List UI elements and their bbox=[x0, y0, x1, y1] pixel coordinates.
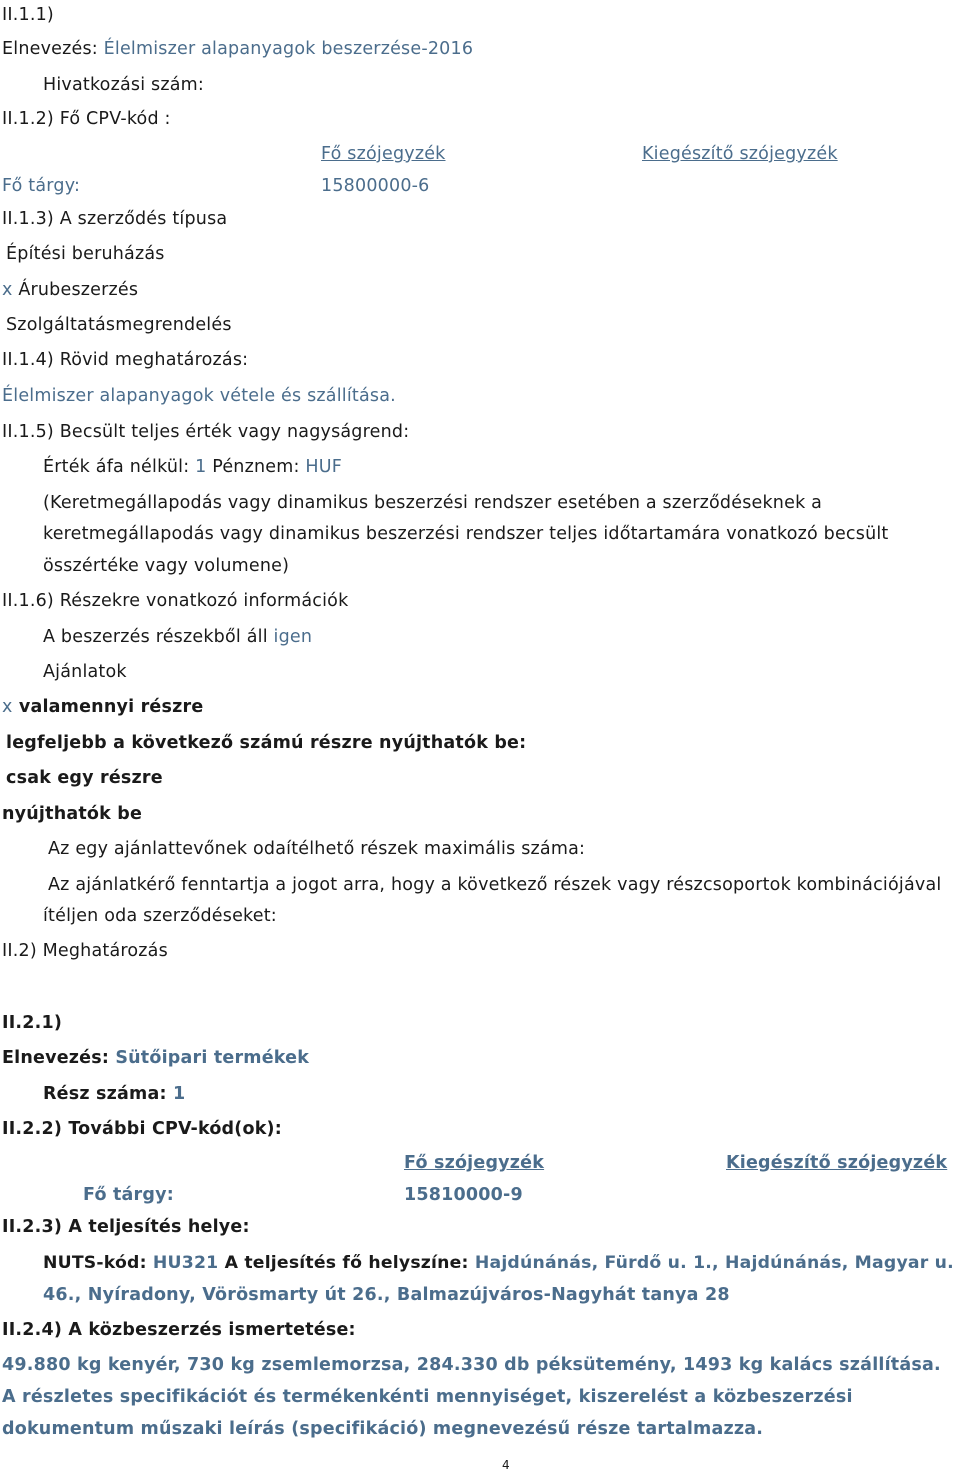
all-lots-row bbox=[2, 696, 203, 718]
nuts-label: NUTS-kód: bbox=[43, 1253, 147, 1273]
main-subject-label: Fő tárgy: bbox=[2, 176, 81, 196]
short-description-value: Élelmiszer alapanyagok vétele és szállítása. bbox=[2, 386, 396, 406]
short-description-heading: II.1.4) Rövid meghatározás: bbox=[2, 350, 249, 370]
contract-type-supplies bbox=[2, 279, 138, 301]
all-lots-label: valamennyi részre bbox=[18, 697, 204, 717]
submit-label: nyújthatók be bbox=[2, 804, 143, 824]
contract-type-services: Szolgáltatásmegrendelés bbox=[6, 315, 232, 335]
main-subject-code: 15800000-6 bbox=[321, 176, 430, 196]
supplies-label: Árubeszerzés bbox=[18, 280, 139, 300]
currency-label: Pénznem: bbox=[212, 457, 300, 477]
reserve-line-1: Az ajánlatkérő fenntartja a jogot arra, hogy a következő részek vagy részcsoportok kombinációjával bbox=[48, 875, 942, 895]
section-heading-II-1-1: II.1.1) bbox=[2, 5, 54, 25]
max-award-label: Az egy ajánlattevőnek odaítélhető részek maximális száma: bbox=[48, 839, 586, 859]
max-lots-label: legfeljebb a következő számú részre nyújthatók be: bbox=[6, 733, 527, 753]
supplementary-vocabulary-header: Kiegészítő szójegyzék bbox=[726, 1153, 948, 1173]
place-of-performance-heading: II.2.3) A teljesítés helye: bbox=[2, 1217, 250, 1237]
value-row bbox=[43, 456, 342, 478]
title-value: Élelmiszer alapanyagok beszerzése-2016 bbox=[103, 39, 474, 59]
framework-note-line-1: (Keretmegállapodás vagy dinamikus beszerzési rendszer esetében a szerződéseknek a bbox=[43, 493, 823, 513]
lot-number-row bbox=[43, 1083, 185, 1105]
lot-title-row bbox=[2, 1047, 309, 1069]
cpv-heading: II.1.2) Fő CPV-kód : bbox=[2, 109, 171, 129]
additional-cpv-heading: II.2.2) További CPV-kód(ok): bbox=[2, 1119, 282, 1139]
contract-type-heading: II.1.3) A szerződés típusa bbox=[2, 209, 228, 229]
estimated-value-heading: II.1.5) Becsült teljes érték vagy nagyságrend: bbox=[2, 422, 410, 442]
selected-mark: x bbox=[2, 697, 13, 717]
title-row bbox=[2, 38, 473, 60]
main-vocabulary-header: Fő szójegyzék bbox=[404, 1153, 545, 1173]
framework-note-line-3: összértéke vagy volumene) bbox=[43, 556, 290, 576]
value-amount: 1 bbox=[195, 457, 207, 477]
supplementary-vocabulary-header: Kiegészítő szójegyzék bbox=[642, 144, 838, 164]
lots-heading: II.1.6) Részekre vonatkozó információk bbox=[2, 591, 349, 611]
main-subject-code: 15810000-9 bbox=[404, 1185, 523, 1205]
nuts-value: HU321 bbox=[152, 1253, 219, 1273]
title-label: Elnevezés: bbox=[2, 39, 98, 59]
offers-label: Ajánlatok bbox=[43, 662, 127, 682]
main-vocabulary-header: Fő szójegyzék bbox=[321, 144, 446, 164]
lots-row bbox=[43, 626, 312, 648]
main-site-value-line-2: 46., Nyíradony, Vörösmarty út 26., Balmazújváros-Nagyhát tanya 28 bbox=[43, 1285, 730, 1305]
lot-number-value: 1 bbox=[173, 1084, 186, 1104]
one-lot-label: csak egy részre bbox=[6, 768, 163, 788]
reserve-line-2: ítéljen oda szerződéseket: bbox=[43, 906, 277, 926]
main-site-value-line-1: Hajdúnánás, Fürdő u. 1., Hajdúnánás, Magyar u. bbox=[474, 1253, 954, 1273]
procurement-description-heading: II.2.4) A közbeszerzés ismertetése: bbox=[2, 1320, 356, 1340]
main-site-label: A teljesítés fő helyszíne: bbox=[224, 1253, 469, 1273]
value-label: Érték áfa nélkül: bbox=[43, 457, 190, 477]
lot-title-value: Sütőipari termékek bbox=[115, 1048, 310, 1068]
definition-heading: II.2) Meghatározás bbox=[2, 941, 168, 961]
lots-label: A beszerzés részekből áll bbox=[43, 627, 268, 647]
framework-note-line-2: keretmegállapodás vagy dinamikus beszerzési rendszer teljes időtartamára vonatkozó becsült bbox=[43, 524, 889, 544]
reference-number-label: Hivatkozási szám: bbox=[43, 75, 205, 95]
lot-title-label: Elnevezés: bbox=[2, 1048, 110, 1068]
currency-value: HUF bbox=[305, 457, 342, 477]
procurement-description-line-2: A részletes specifikációt és termékenkénti mennyiséget, kiszerelést a közbeszerzési bbox=[2, 1387, 853, 1407]
lot-number-label: Rész száma: bbox=[43, 1084, 167, 1104]
section-heading-II-2-1: II.2.1) bbox=[2, 1013, 63, 1033]
procurement-description-line-1: 49.880 kg kenyér, 730 kg zsemlemorzsa, 284.330 db péksütemény, 1493 kg kalács szállítása. bbox=[2, 1355, 941, 1375]
contract-type-works: Építési beruházás bbox=[6, 244, 165, 264]
procurement-description-line-3: dokumentum műszaki leírás (specifikáció) megnevezésű része tartalmazza. bbox=[2, 1419, 764, 1439]
lots-value: igen bbox=[273, 627, 313, 647]
page-number: 4 bbox=[502, 1458, 510, 1472]
main-subject-label: Fő tárgy: bbox=[83, 1185, 174, 1205]
nuts-row bbox=[43, 1252, 954, 1274]
selected-mark: x bbox=[2, 280, 13, 300]
